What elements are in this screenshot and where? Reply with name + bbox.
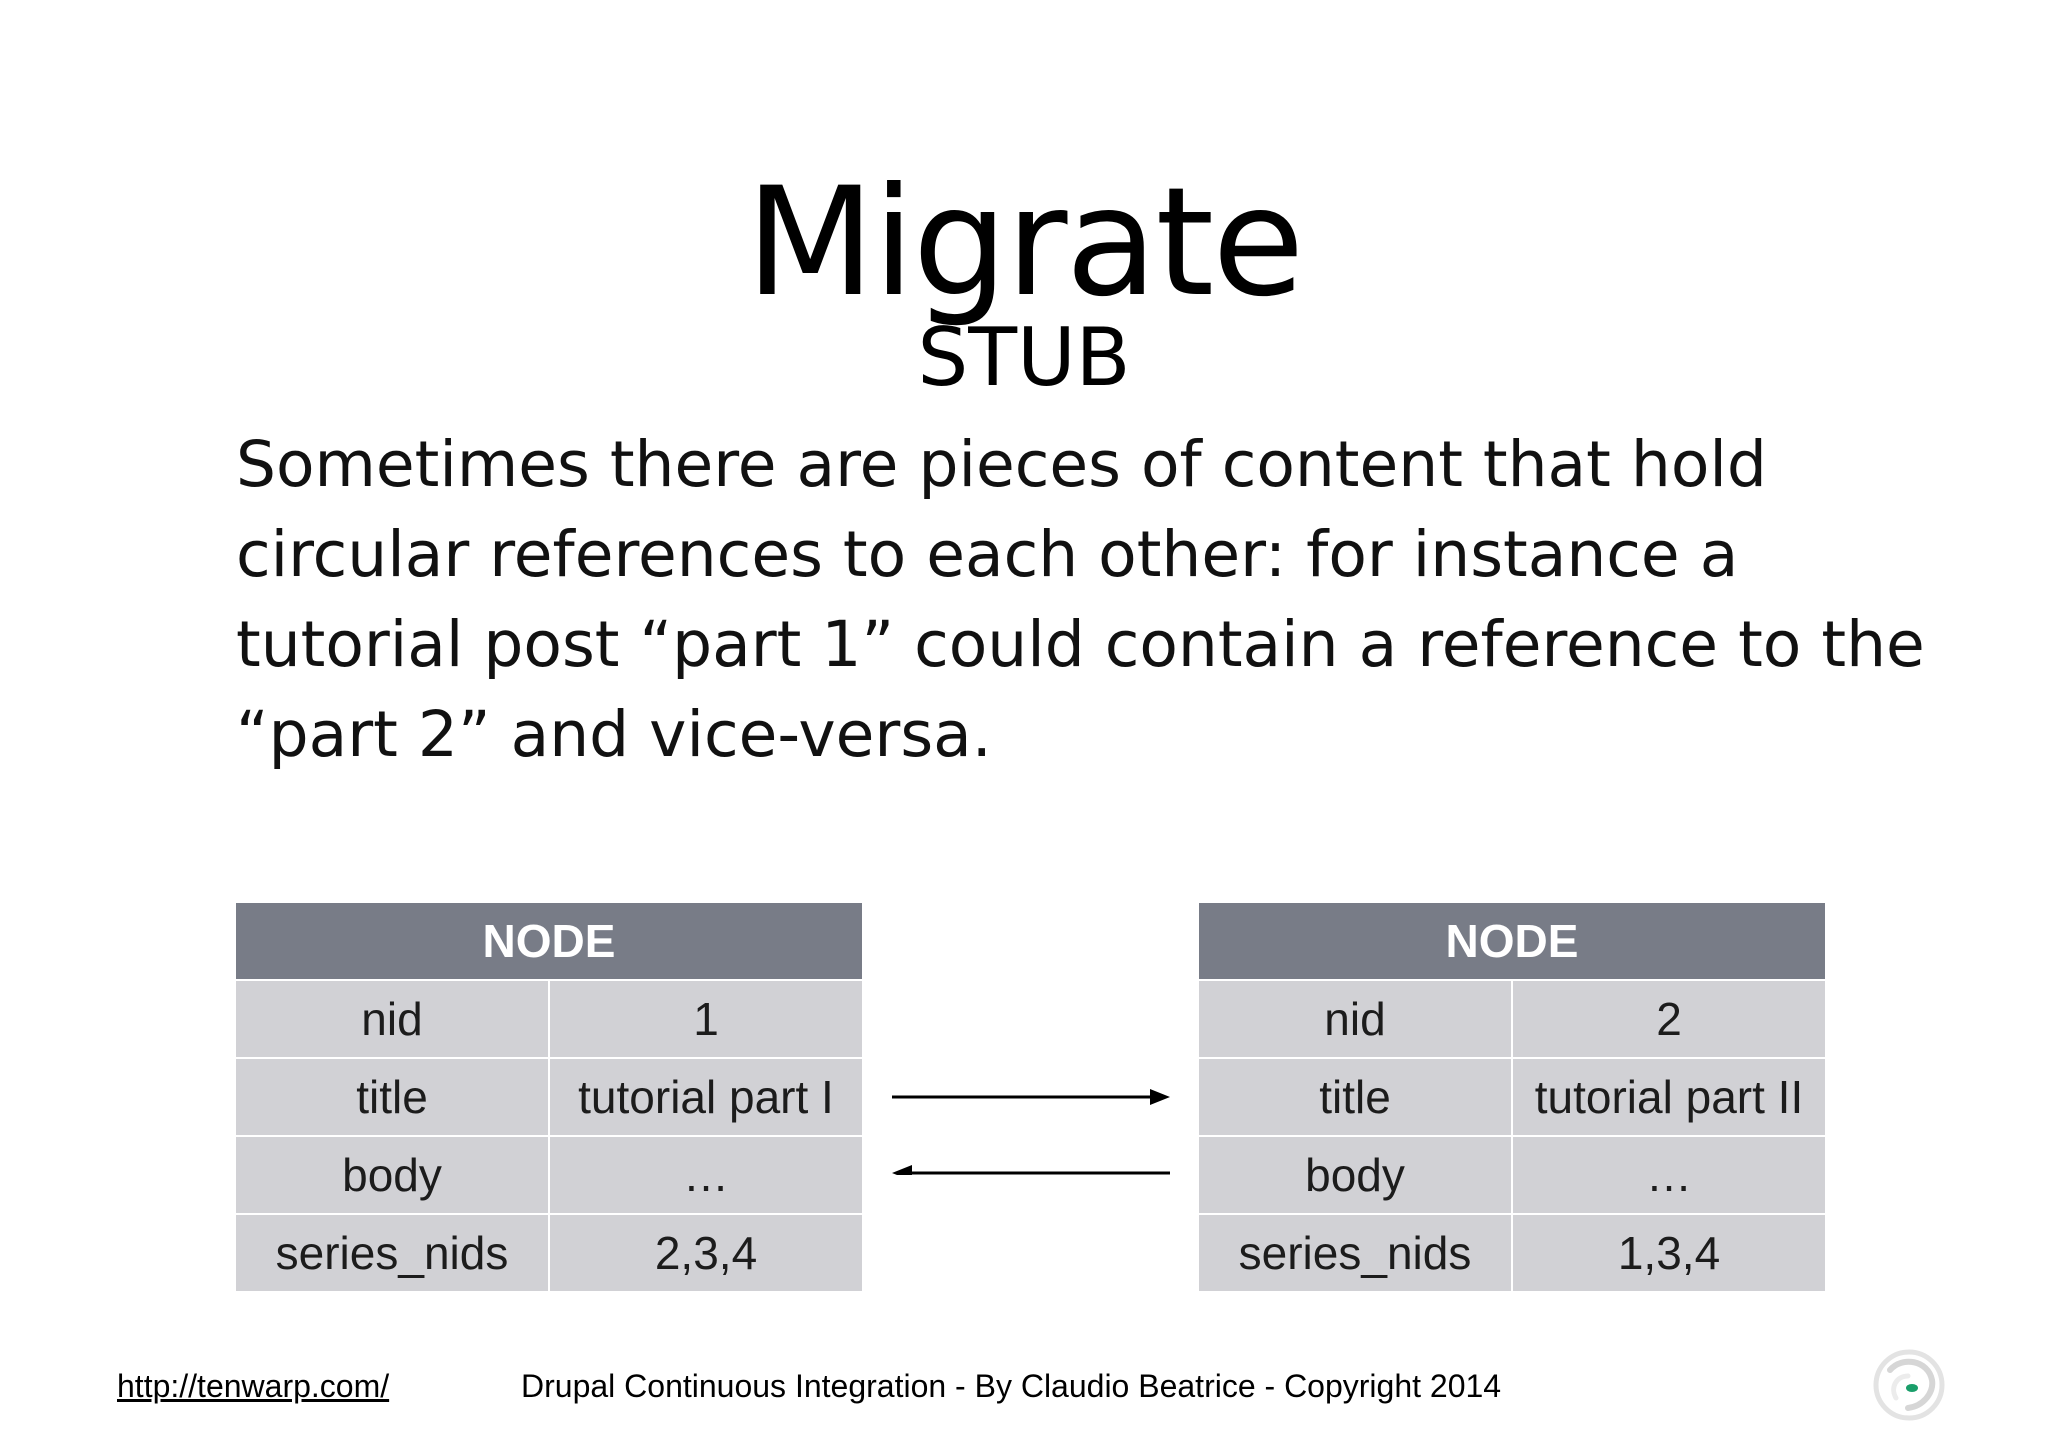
arrow-right-icon — [892, 1089, 1170, 1105]
value-cell: tutorial part I — [549, 1058, 862, 1136]
field-cell: series_nids — [236, 1214, 549, 1291]
node-table-right — [1199, 903, 1825, 1291]
value-cell: … — [549, 1136, 862, 1214]
table-row — [236, 980, 862, 1058]
node-table-left — [236, 903, 862, 1291]
slide-body — [236, 420, 1925, 780]
slide-subtitle: STUB — [917, 311, 1131, 404]
reference-arrows — [880, 1075, 1180, 1175]
body-line: circular references to each other: for instance a — [236, 518, 1739, 591]
value-cell: … — [1512, 1136, 1825, 1214]
field-cell: title — [1199, 1058, 1512, 1136]
table-header: NODE — [236, 903, 862, 980]
value-cell: 1 — [549, 980, 862, 1058]
field-cell: body — [1199, 1136, 1512, 1214]
field-cell: series_nids — [1199, 1214, 1512, 1291]
table-row — [1199, 1058, 1825, 1136]
field-cell: nid — [1199, 980, 1512, 1058]
arrow-left-icon — [892, 1165, 1170, 1175]
value-cell: 1,3,4 — [1512, 1214, 1825, 1291]
footer-copyright: Drupal Continuous Integration - By Claudio Beatrice - Copyright 2014 — [521, 1368, 1502, 1404]
table-row — [1199, 1136, 1825, 1214]
field-cell: title — [236, 1058, 549, 1136]
value-cell: tutorial part II — [1512, 1058, 1825, 1136]
slide-title: Migrate — [745, 156, 1303, 330]
value-cell: 2,3,4 — [549, 1214, 862, 1291]
spiral-logo-icon — [1872, 1348, 1946, 1422]
body-line: “part 2” and vice-versa. — [236, 698, 992, 771]
body-line: tutorial post “part 1” could contain a reference to the — [236, 608, 1925, 681]
footer-link[interactable]: http://tenwarp.com/ — [117, 1368, 390, 1404]
table-row — [1199, 1214, 1825, 1291]
table-row — [236, 1214, 862, 1291]
table-header: NODE — [1199, 903, 1825, 980]
table-row — [236, 1058, 862, 1136]
value-cell: 2 — [1512, 980, 1825, 1058]
table-row — [1199, 980, 1825, 1058]
field-cell: nid — [236, 980, 549, 1058]
body-line: Sometimes there are pieces of content that hold — [236, 428, 1767, 501]
table-row — [236, 1136, 862, 1214]
field-cell: body — [236, 1136, 549, 1214]
